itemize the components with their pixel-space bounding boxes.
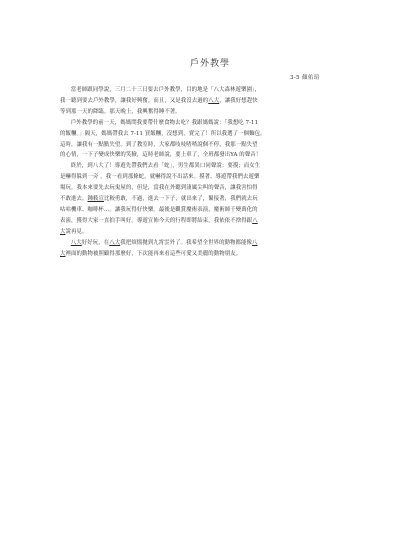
text-segment: 戶外教學的前一天，媽媽問我要帶什麼食物去吃？我跟媽媽說：「我想吃 7-11	[70, 119, 259, 126]
text-line	[60, 194, 362, 205]
text-line	[60, 118, 362, 129]
underlined-name: 八	[252, 217, 258, 224]
text-segment: 表演，獲得大家一直拍手叫好。導遊宣佈今天的行程即將結束，我依依不捨得跟	[60, 217, 253, 224]
text-line	[60, 161, 362, 172]
paragraph	[60, 238, 362, 260]
author-line: 3-5 顏佑瑄	[290, 75, 320, 81]
text-line	[60, 107, 362, 118]
text-segment: 是嚇得躲到一旁 。我一看到那條蛇，就嚇得說不出話來。摸著、導遊帶我們去遊樂	[60, 174, 260, 181]
text-line	[60, 249, 362, 260]
text-line	[60, 227, 362, 238]
text-segment: 終於，到八大了！導遊先帶我們去看「蛇」，男生都異口同聲說：要摸；而女生	[70, 163, 261, 170]
text-segment: 我一聽到要去戶外教學，讓我好興奮。而且，又是我沒去過的	[60, 97, 209, 104]
text-segment: 裡面的動物被照顧得那麼好，下次能再來看這些可愛又美麗的動物朋友。	[65, 250, 242, 257]
text-line	[60, 150, 362, 161]
text-line	[60, 216, 362, 227]
text-segment: 這時，讓我有一點點失望。到了教室時，大家都吱吱喳喳說個不停，我那一點失望	[60, 141, 258, 148]
text-line	[60, 172, 362, 183]
underlined-name: 鍾筱宣	[87, 196, 104, 203]
underlined-name: 八大	[208, 97, 220, 104]
text-line	[60, 85, 362, 96]
text-line	[60, 238, 362, 249]
text-segment: 好好玩，在	[81, 239, 110, 246]
text-segment: 當老師跟同學說，三月二十三日要去戶外教學，目的地是「八大森林遊樂園」，	[70, 87, 261, 93]
underlined-name: 八大	[109, 239, 121, 246]
text-segment: 等到那一天的降臨。那天晚上，我興奮得睡不著。	[60, 108, 181, 115]
text-segment: ，讓我好想趕快	[219, 97, 258, 104]
text-segment: 比較勇敢，不過，進去一下子，就出來了，緊接著，我們就去玩	[103, 196, 258, 203]
underlined-name: 八	[252, 239, 258, 246]
text-line	[60, 205, 362, 216]
text-segment: 咕咕機車、咖啡杯…。讓我玩得好快樂。最後是觀賞魔術表演，魔術師千變萬化的	[60, 206, 258, 213]
text-line	[60, 129, 362, 140]
text-segment: 不敢進去。	[60, 196, 88, 203]
text-segment: 說再見。	[65, 228, 88, 235]
text-line	[60, 183, 362, 194]
underlined-name: 大	[60, 250, 66, 257]
paragraph	[60, 161, 362, 237]
paragraph	[60, 85, 362, 118]
text-segment: 的心情，一下子變成快樂的笑臉，這時老師說，要上車了，全班都發出YA 的聲音！	[60, 152, 262, 159]
text-line	[60, 140, 362, 151]
underlined-name: 大	[60, 228, 66, 235]
text-segment: 場玩。我本來要先去玩鬼屋的，但是，當我在外聽到淒厲尖叫的聲音，讓我害怕得	[60, 185, 258, 192]
text-line	[60, 96, 362, 107]
underlined-name: 八大	[70, 239, 82, 246]
text-segment: 我把煩惱拋到九霄雲外了。我希望全世界的動物都能像	[120, 239, 253, 246]
document-title: 戶外教學	[189, 59, 230, 69]
text-segment: 的飯糰。」隔天，媽媽帶我去 7-11 買飯糰，沒想到，賣完了！所以我選了一個麵包，	[60, 130, 266, 137]
essay-body	[60, 85, 362, 260]
paragraph	[60, 118, 362, 162]
